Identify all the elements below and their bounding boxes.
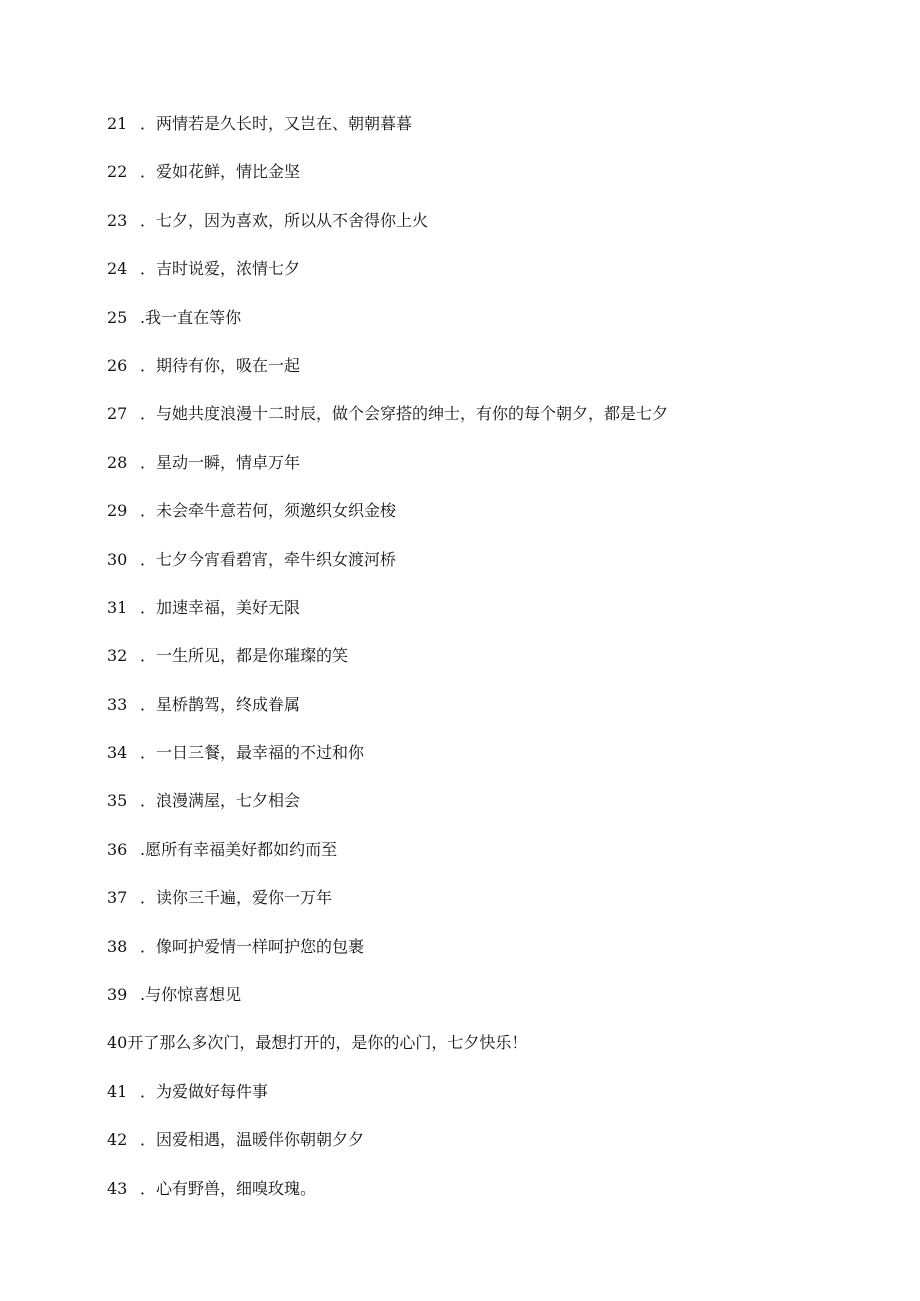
item-text: 开了那么多次门，最想打开的，是你的心门，七夕快乐！ (127, 1033, 528, 1053)
item-number: 23 (107, 210, 128, 230)
item-number: 41 (107, 1081, 128, 1101)
list-item (107, 449, 887, 497)
item-number: 43 (107, 1178, 128, 1198)
item-number: 40 (107, 1033, 128, 1053)
list-item (107, 1029, 887, 1077)
item-text: ．爱如花鲜，情比金坚 (140, 162, 301, 182)
item-number: 33 (107, 694, 128, 714)
item-number: 42 (107, 1130, 128, 1150)
item-number: 36 (107, 839, 128, 859)
item-text: ．加速幸福，美好无限 (140, 597, 301, 617)
item-number: 39 (107, 985, 128, 1005)
item-number: 31 (107, 597, 128, 617)
item-number: 38 (107, 936, 128, 956)
item-text: ．心有野兽，细嗅玫瑰。 (140, 1178, 317, 1198)
list-item (107, 594, 887, 642)
item-text: ．为爱做好每件事 (140, 1081, 269, 1101)
list-item (107, 497, 887, 545)
list-item (107, 981, 887, 1029)
list-item (107, 691, 887, 739)
item-text: ．期待有你，吸在一起 (140, 355, 301, 375)
item-number: 28 (107, 452, 128, 472)
list-item (107, 884, 887, 932)
item-text: ．一生所见，都是你璀璨的笑 (140, 646, 349, 666)
list-item (107, 158, 887, 206)
list-item (107, 304, 887, 352)
item-text: ．两情若是久长时，又岂在、朝朝暮暮 (140, 114, 413, 133)
item-text: ．未会牵牛意若何，须邀织女织金梭 (140, 501, 397, 521)
list-item (107, 739, 887, 787)
list-item (107, 110, 887, 158)
item-number: 29 (107, 501, 128, 521)
item-number: 26 (107, 355, 128, 375)
list-item (107, 933, 887, 981)
item-number: 34 (107, 743, 128, 763)
list-item (107, 352, 887, 400)
item-number: 25 (107, 307, 128, 327)
item-text: ．七夕，因为喜欢，所以从不舍得你上火 (140, 210, 429, 230)
item-text: .与你惊喜想见 (140, 985, 242, 1005)
list-item (107, 1126, 887, 1174)
list-item (107, 546, 887, 594)
list-item (107, 1175, 887, 1223)
item-number: 24 (107, 259, 128, 279)
item-text: ．一日三餐，最幸福的不过和你 (140, 743, 365, 763)
item-text: ．浪漫满屋，七夕相会 (140, 791, 301, 811)
item-text: ．星桥鹊驾，终成眷属 (140, 694, 301, 714)
item-number: 37 (107, 888, 128, 908)
item-text: ．因爱相遇，温暖伴你朝朝夕夕 (140, 1130, 365, 1150)
item-text: ．像呵护爱情一样呵护您的包裹 (140, 936, 365, 956)
item-text: ．星动一瞬，情卓万年 (140, 452, 301, 472)
item-text: ．与她共度浪漫十二时辰，做个会穿搭的绅士，有你的每个朝夕，都是七夕 (140, 404, 669, 424)
item-number: 32 (107, 646, 128, 666)
list-item (107, 836, 887, 884)
item-number: 21 (107, 114, 128, 133)
item-text: .愿所有幸福美好都如约而至 (140, 839, 338, 859)
list-item (107, 642, 887, 690)
list-item (107, 255, 887, 303)
item-text: ．读你三千遍，爱你一万年 (140, 888, 333, 908)
item-number: 22 (107, 162, 128, 182)
item-number: 27 (107, 404, 128, 424)
list-item (107, 1078, 887, 1126)
list-item (107, 787, 887, 835)
item-number: 30 (107, 549, 128, 569)
item-text: ．七夕今宵看碧宵，牵牛织女渡河桥 (140, 549, 397, 569)
item-text: ．吉时说爱，浓情七夕 (140, 259, 301, 279)
numbered-list (107, 110, 887, 1223)
list-item (107, 400, 887, 448)
item-text: .我一直在等你 (140, 307, 242, 327)
list-item (107, 207, 887, 255)
item-number: 35 (107, 791, 128, 811)
